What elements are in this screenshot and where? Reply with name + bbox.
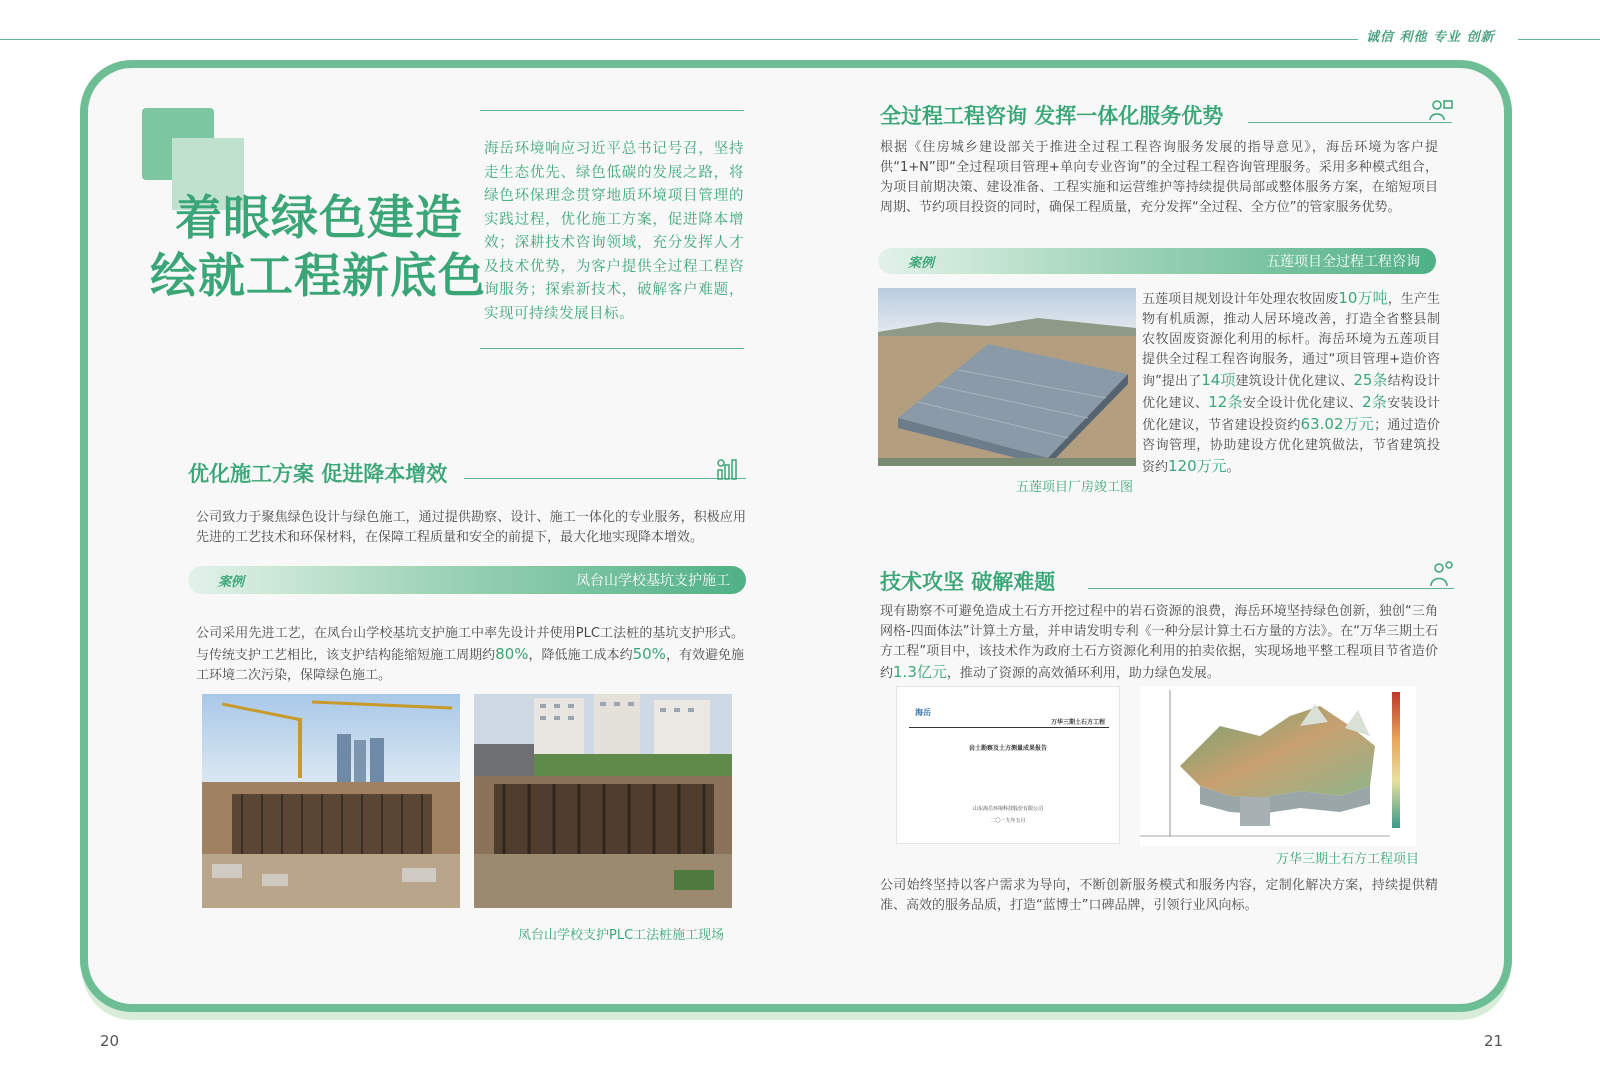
highlight-value: 10万吨 <box>1338 289 1388 307</box>
closing-paragraph: 公司始终坚持以客户需求为导向，不断创新服务模式和服务内容，定制化解决方案，持续提供精准、高效的服务品质，打造“蓝博士”口碑品牌，引领行业风向标。 <box>880 878 1438 913</box>
section-body-construction: 公司致力于聚焦绿色设计与绿色施工，通过提供勘察、设计、施工一体化的专业服务，积极应用先进的工艺技术和环保材料，在保障工程质量和安全的前提下，最大化地实现降本增效。 <box>196 510 746 545</box>
section-title-consulting: 全过程工程咨询 发挥一体化服务优势 <box>880 104 1224 128</box>
report-logo: 海岳 <box>915 708 931 717</box>
highlight-value: 12条 <box>1208 393 1243 411</box>
report-rule <box>909 727 1109 728</box>
case-text-part: 五莲项目规划设计年处理农牧固废 <box>1142 292 1339 307</box>
case-text-wulian <box>1142 288 1440 478</box>
intro-rule-bottom <box>480 348 744 349</box>
case-title: 五莲项目全过程工程咨询 <box>1266 254 1420 270</box>
case-text-part: ，降低施工成本约 <box>528 648 633 663</box>
case-text-part: ，生产生物有机质源，推动人居环境改善，打造全省整县制农牧固废资源化利用的标杆。海岳环境为五莲项目提供全过程工程咨询服务，通过“项目管理+造价咨询”提出了 <box>1142 292 1440 389</box>
body-text-part: 现有勘察不可避免造成土石方开挖过程中的岩石资源的浪费，海岳环境坚持绿色创新，独创“三角网格-四面体法”计算土方量，并申请发明专利《一种分层计算土石方量的方法》。在“万华三期土石方工程”项目中，该技术作为政府土石方资源化利用的拍卖依据，实现场地平整工程项目节省造价约 <box>880 604 1438 681</box>
page-title-line-1: 着眼绿色建造 <box>175 191 463 246</box>
case-text-part: 公司采用先进工艺，在凤台山学校基坑支护施工中率先设计并使用PLC工法桩的基坑支护形式。与传统支护工艺相比，该支护结构能缩短施工周期约 <box>196 626 744 663</box>
photo-foundation-pit-1 <box>202 694 460 908</box>
chart-caption-wanhua: 万华三期土石方工程项目 <box>1276 852 1420 867</box>
highlight-value: 1.3亿元 <box>893 663 947 681</box>
highlight-value: 80% <box>495 645 529 663</box>
case-text-part: 。 <box>1226 460 1240 475</box>
highlight-value: 25条 <box>1353 371 1388 389</box>
section-rule-construction <box>464 478 746 479</box>
case-text-part: 安装设计优化建议，节省建设投资约 <box>1142 396 1440 433</box>
highlight-value: 63.02万元 <box>1300 415 1375 433</box>
case-text-fengtai <box>196 624 744 686</box>
case-bar-wulian <box>878 248 1436 274</box>
engineer-icon <box>1428 560 1454 593</box>
case-text-part: 建筑设计优化建议、 <box>1235 374 1354 389</box>
section-rule-consulting <box>1248 122 1452 123</box>
header-rule-right <box>1518 39 1600 40</box>
report-cover-thumbnail <box>896 686 1120 844</box>
case-text-part: 结构设计优化建议、 <box>1142 374 1440 411</box>
section-title-construction: 优化施工方案 促进降本增效 <box>188 462 448 486</box>
consultant-icon <box>1428 98 1454 127</box>
case-text-part: 安全设计优化建议、 <box>1242 396 1363 411</box>
highlight-value: 14项 <box>1201 371 1236 389</box>
report-title: 岩土勘察及土方测量成果报告 <box>968 745 1047 752</box>
case-text-part: ；通过造价咨询管理，协助建设方优化建筑做法，节省建筑投资约 <box>1142 418 1440 475</box>
page-number-left: 20 <box>100 1032 120 1050</box>
intro-paragraph: 海岳环境响应习近平总书记号召，坚持走生态优先、绿色低碳的发展之路，将绿色环保理念贯穿地质环境项目管理的实践过程，优化施工方案，促进降本增效；深耕技术咨询领域，充分发挥人才及技术优势，为客户提供全过程工程咨询服务；探索新技术，破解客户难题，实现可持续发展目标。 <box>484 141 744 322</box>
section-rule-technology <box>1088 588 1454 589</box>
body-text-part: ，推动了资源的高效循环利用，助力绿色发展。 <box>946 666 1220 681</box>
case-label: 案例 <box>218 575 245 590</box>
page-title <box>150 190 486 306</box>
highlight-value: 2条 <box>1362 393 1388 411</box>
intro-rule-top <box>480 110 744 111</box>
report-date: 二〇一九年五月 <box>990 818 1026 824</box>
case-text-part: ，有效避免施工环境二次污染，保障绿色施工。 <box>196 648 744 683</box>
report-company: 山东海岳环境科技股份有限公司 <box>972 806 1043 812</box>
photo-foundation-pit-2 <box>474 694 732 908</box>
section-body-technology <box>880 602 1438 684</box>
case-bar-fengtai <box>188 566 746 594</box>
highlight-value: 50% <box>632 645 666 663</box>
photo-wulian-factory <box>878 288 1136 466</box>
page-number-right: 21 <box>1484 1032 1504 1050</box>
photo-caption-wulian: 五莲项目厂房竣工图 <box>1016 480 1134 495</box>
header-slogan: 诚信 利他 专业 创新 <box>1366 30 1495 45</box>
terrain-3d-model <box>1140 686 1416 846</box>
photo-caption-fengtai: 凤台山学校支护PLC工法桩施工现场 <box>518 928 725 943</box>
section-title-technology: 技术攻坚 破解难题 <box>880 570 1056 594</box>
report-project: 万华三期土石方工程 <box>1050 719 1105 726</box>
case-title: 凤台山学校基坑支护施工 <box>576 573 730 589</box>
section-body-consulting: 根据《住房城乡建设部关于推进全过程工程咨询服务发展的指导意见》，海岳环境为客户提供“1+N”即“全过程项目管理+单向专业咨询”的全过程工程咨询管理服务。采用多种模式组合，为项目前期决策、建设准备、工程实施和运营维护等持续提供局部或整体服务方案，在缩短项目周期、节约项目投资的同时，确保工程质量，充分发挥“全过程、全方位”的管家服务优势。 <box>880 140 1438 215</box>
page-title-line-2: 绘就工程新底色 <box>150 249 486 304</box>
case-label: 案例 <box>908 256 935 271</box>
header-rule-left <box>0 39 1358 40</box>
chart-bars-icon <box>716 458 742 485</box>
highlight-value: 120万元 <box>1168 457 1227 475</box>
